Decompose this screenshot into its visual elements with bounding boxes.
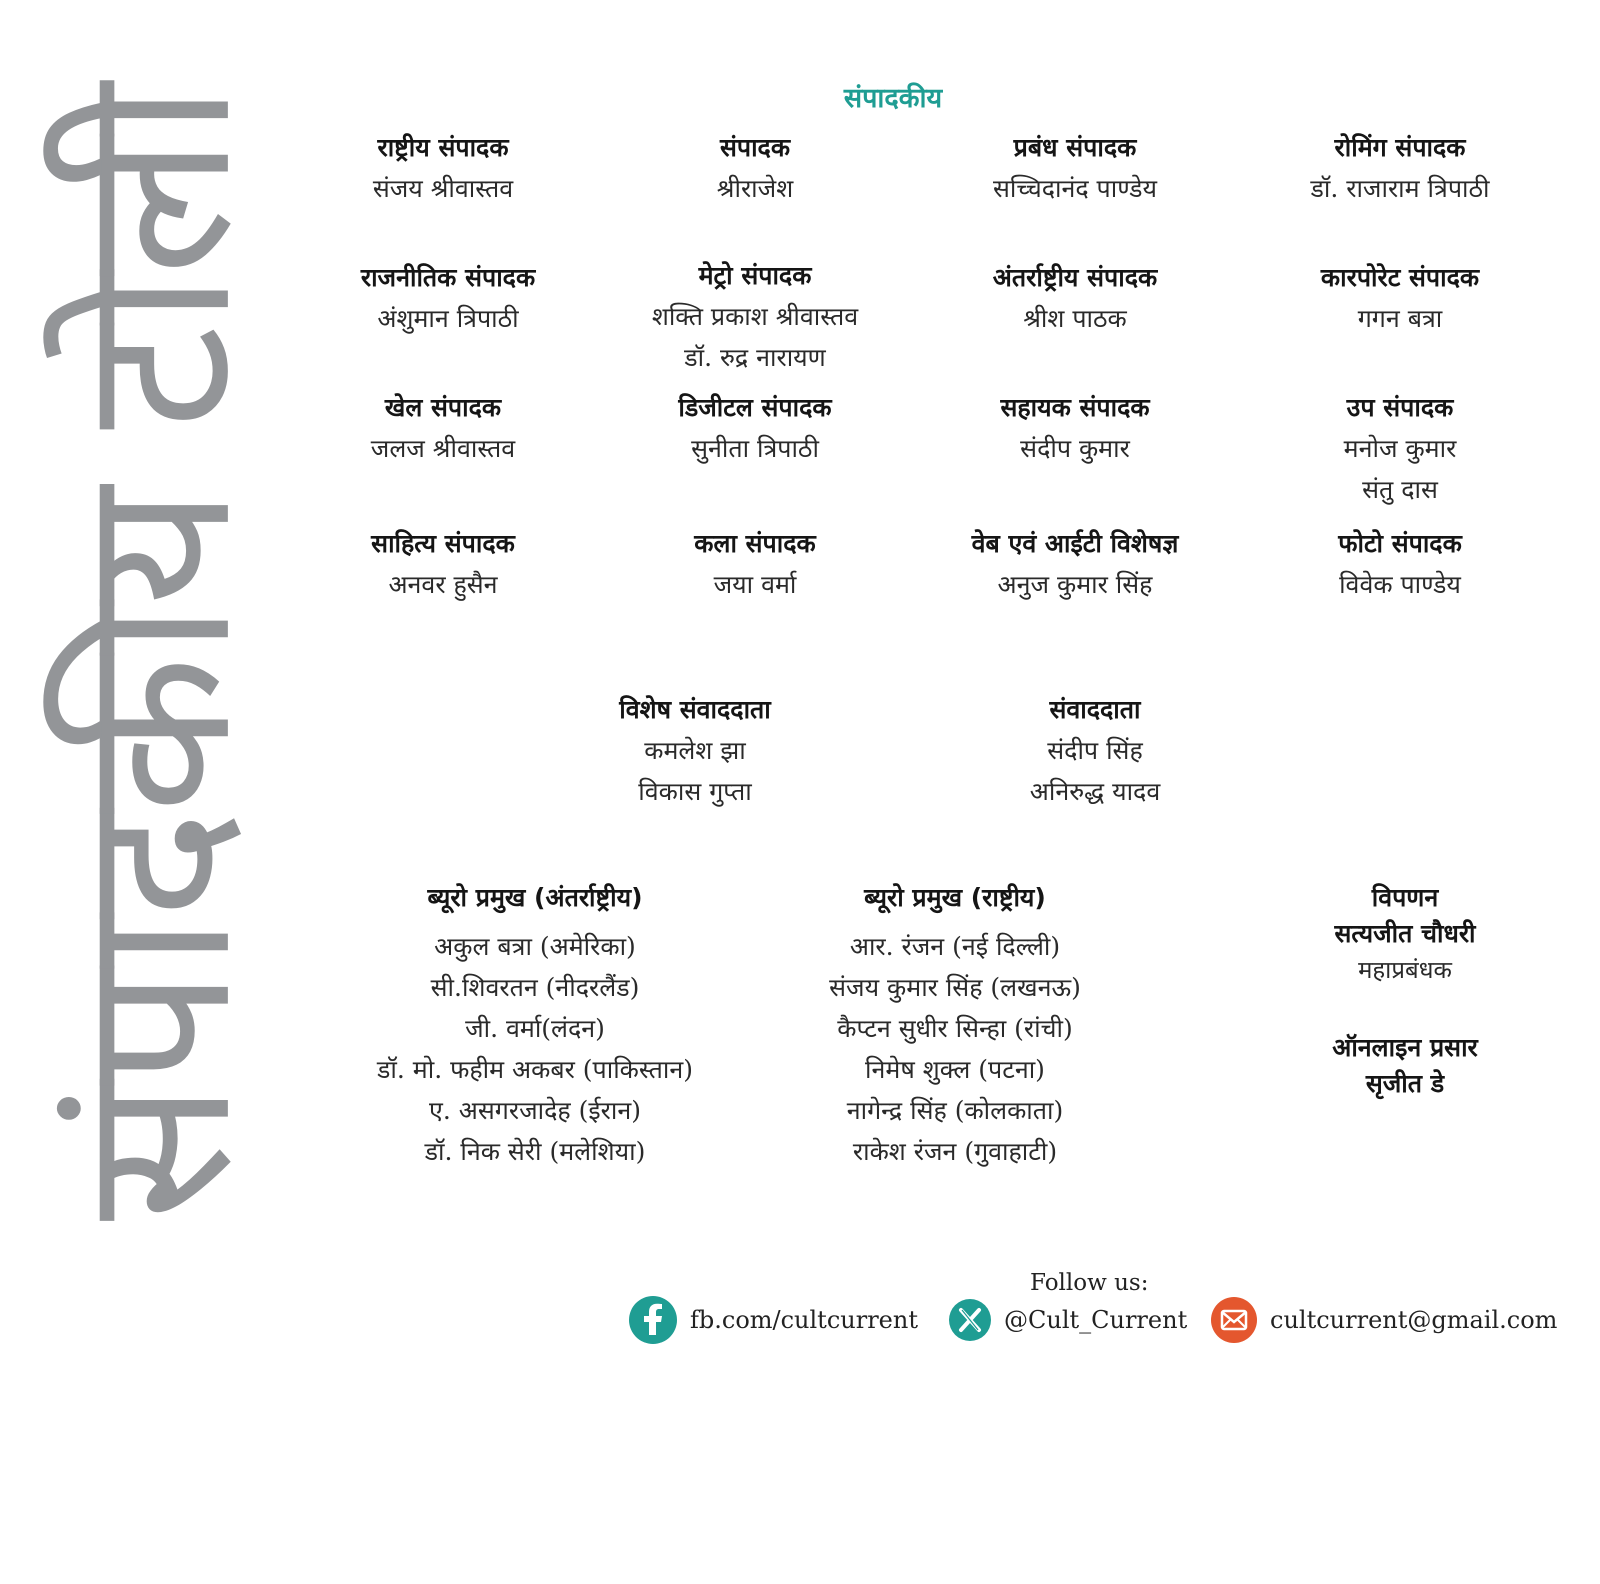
editor-block: साहित्य संपादक अनवर हुसैन — [371, 529, 515, 599]
editor-block: रोमिंग संपादक डॉ. राजाराम त्रिपाठी — [1310, 133, 1490, 203]
bureau-national-block: ब्यूरो प्रमुख (राष्ट्रीय) आर. रंजन (नई दिल्ली) संजय कुमार सिंह (लखनऊ) कैप्टन सुधीर सिन्हा (रांची) निमेष शुक्ल (पटना) नागेन्द्र सिंह (कोलकाता) राकेश रंजन (गुवाहाटी) — [829, 883, 1081, 1166]
editor-block: उप संपादक मनोज कुमार संतु दास — [1343, 393, 1457, 504]
bureau-international-block: ब्यूरो प्रमुख (अंतर्राष्ट्रीय) अकुल बत्रा (अमेरिका) सी.शिवरतन (नीदरलैंड) जी. वर्मा(लंदन) डॉ. मो. फहीम अकबर (पाकिस्तान) ए. असगरजादेह (ईरान) डॉ. निक सेरी (मलेशिया) — [377, 883, 693, 1166]
editor-block: फोटो संपादक विवेक पाण्डेय — [1338, 529, 1462, 599]
email-link[interactable]: cultcurrent@gmail.com — [1210, 1296, 1557, 1344]
editor-block: सहायक संपादक संदीप कुमार — [1000, 393, 1150, 463]
correspondent-block: संवाददाता संदीप सिंह अनिरुद्ध यादव — [1029, 695, 1161, 806]
page-heading: संपादकीय — [843, 83, 943, 114]
x-link[interactable]: @Cult_Current — [948, 1298, 1187, 1342]
side-title: संपादकीय टोली — [37, 87, 278, 1221]
editor-block: संपादक श्रीराजेश — [716, 133, 794, 203]
editor-block: वेब एवं आईटी विशेषज्ञ अनुज कुमार सिंह — [971, 529, 1179, 599]
editor-block: अंतर्राष्ट्रीय संपादक श्रीश पाठक — [992, 263, 1158, 333]
editor-block: राजनीतिक संपादक अंशुमान त्रिपाठी — [360, 263, 536, 333]
marketing-block: विपणन सत्यजीत चौधरी महाप्रबंधक ऑनलाइन प्रसार सृजीत डे — [1332, 883, 1478, 1098]
follow-us-label: Follow us: — [1030, 1270, 1149, 1296]
editor-block: कारपोरेट संपादक गगन बत्रा — [1320, 263, 1480, 333]
facebook-link[interactable]: fb.com/cultcurrent — [628, 1295, 918, 1345]
editor-block: खेल संपादक जलज श्रीवास्तव — [370, 393, 516, 463]
email-icon — [1210, 1296, 1258, 1344]
x-icon — [948, 1298, 992, 1342]
editor-block: कला संपादक जया वर्मा — [694, 529, 816, 599]
editor-block: प्रबंध संपादक सच्चिदानंद पाण्डेय — [993, 133, 1157, 203]
editor-block: डिजीटल संपादक सुनीता त्रिपाठी — [678, 393, 832, 463]
facebook-icon — [628, 1295, 678, 1345]
special-correspondent-block: विशेष संवाददाता कमलेश झा विकास गुप्ता — [619, 695, 771, 806]
editor-block: मेट्रो संपादक शक्ति प्रकाश श्रीवास्तव डॉ. रुद्र नारायण — [651, 261, 859, 372]
editor-block: राष्ट्रीय संपादक संजय श्रीवास्तव — [372, 133, 514, 203]
